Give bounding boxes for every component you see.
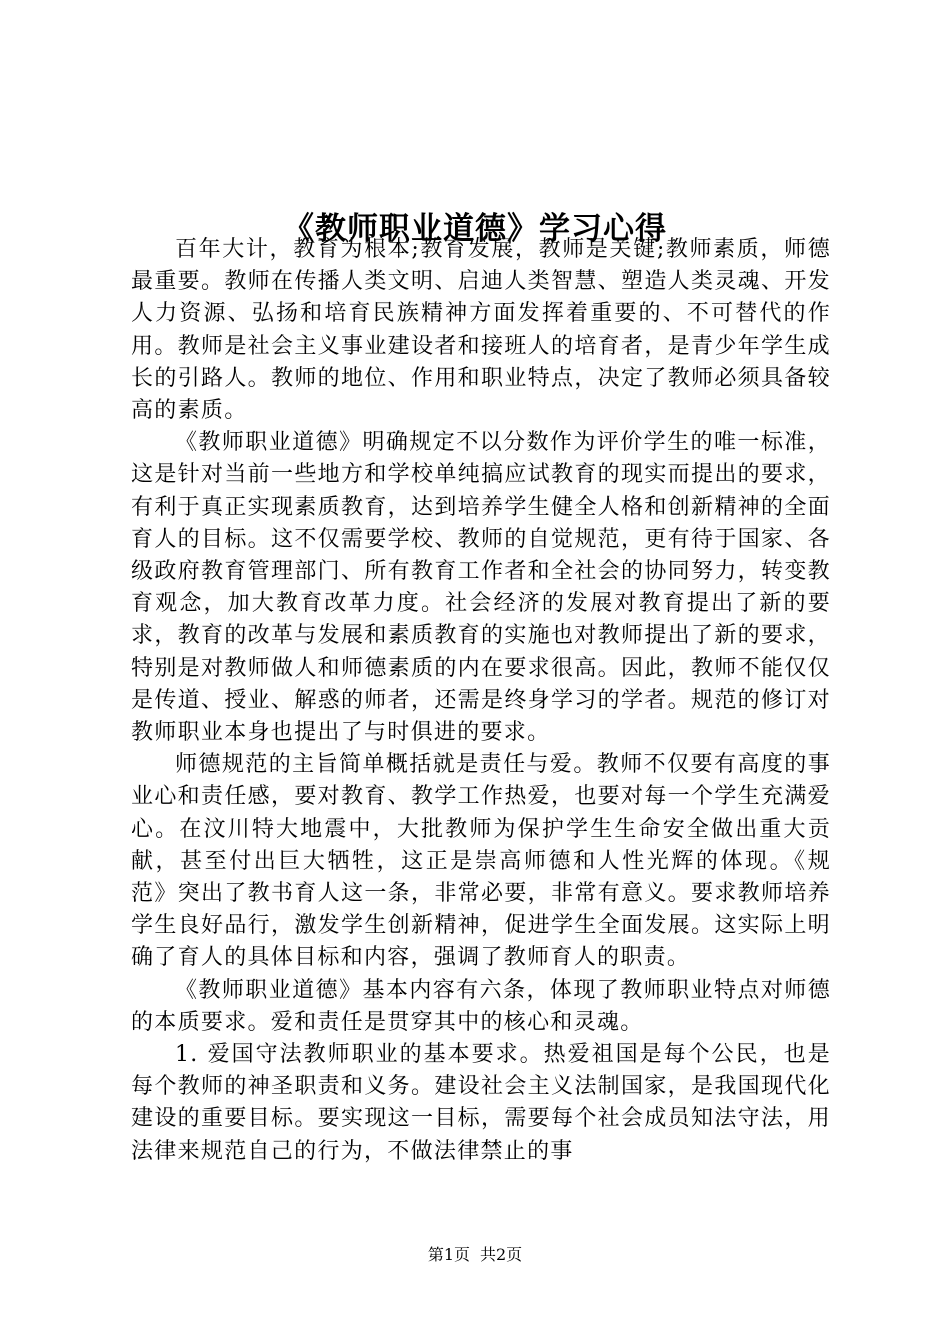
paragraph: 1. 爱国守法教师职业的基本要求。热爱祖国是每个公民，也是每个教师的神圣职责和义务。建设社会主义法制国家，是我国现代化建设的重要目标。要实现这一目标，需要每个社会成员知法守法，用法律来规范自己的行为，不做法律禁止的事 bbox=[131, 1042, 831, 1164]
document-title: 《教师职业道德》学习心得 bbox=[283, 210, 667, 247]
document-body bbox=[131, 234, 831, 1168]
paragraph: 《教师职业道德》明确规定不以分数作为评价学生的唯一标准，这是针对当前一些地方和学校单纯搞应试教育的现实而提出的要求，有利于真正实现素质教育，达到培养学生健全人格和创新精神的全面育人的目标。这不仅需要学校、教师的自觉规范，更有待于国家、各级政府教育管理部门、所有教育工作者和全社会的协同努力，转变教育观念，加大教育改革力度。社会经济的发展对教育提出了新的要求，教育的改革与发展和素质教育的实施也对教师提出了新的要求，特别是对教师做人和师德素质的内在要求很高。因此，教师不能仅仅是传道、授业、解惑的师者，还需是终身学习的学者。规范的修订对教师职业本身也提出了与时俱进的要求。 bbox=[131, 430, 831, 746]
page-number: 第1页 bbox=[427, 1245, 470, 1264]
page-total: 共2页 bbox=[480, 1245, 523, 1264]
paragraph: 《教师职业道德》基本内容有六条，体现了教师职业特点对师德的本质要求。爱和责任是贯穿其中的核心和灵魂。 bbox=[131, 977, 831, 1035]
paragraph: 百年大计，教育为根本;教育发展，教师是关键;教师素质，师德最重要。教师在传播人类文明、启迪人类智慧、塑造人类灵魂、开发人力资源、弘扬和培育民族精神方面发挥着重要的、不可替代的作用。教师是社会主义事业建设者和接班人的培育者，是青少年学生成长的引路人。教师的地位、作用和职业特点，决定了教师必须具备较高的素质。 bbox=[131, 237, 831, 424]
page-footer bbox=[0, 1244, 950, 1266]
paragraph: 师德规范的主旨简单概括就是责任与爱。教师不仅要有高度的事业心和责任感，要对教育、教学工作热爱，也要对每一个学生充满爱心。在汶川特大地震中，大批教师为保护学生生命安全做出重大贡献，甚至付出巨大牺牲，这正是崇高师德和人性光辉的体现。《规范》突出了教书育人这一条，非常必要，非常有意义。要求教师培养学生良好品行，激发学生创新精神，促进学生全面发展。这实际上明确了育人的具体目标和内容，强调了教师育人的职责。 bbox=[131, 752, 831, 971]
